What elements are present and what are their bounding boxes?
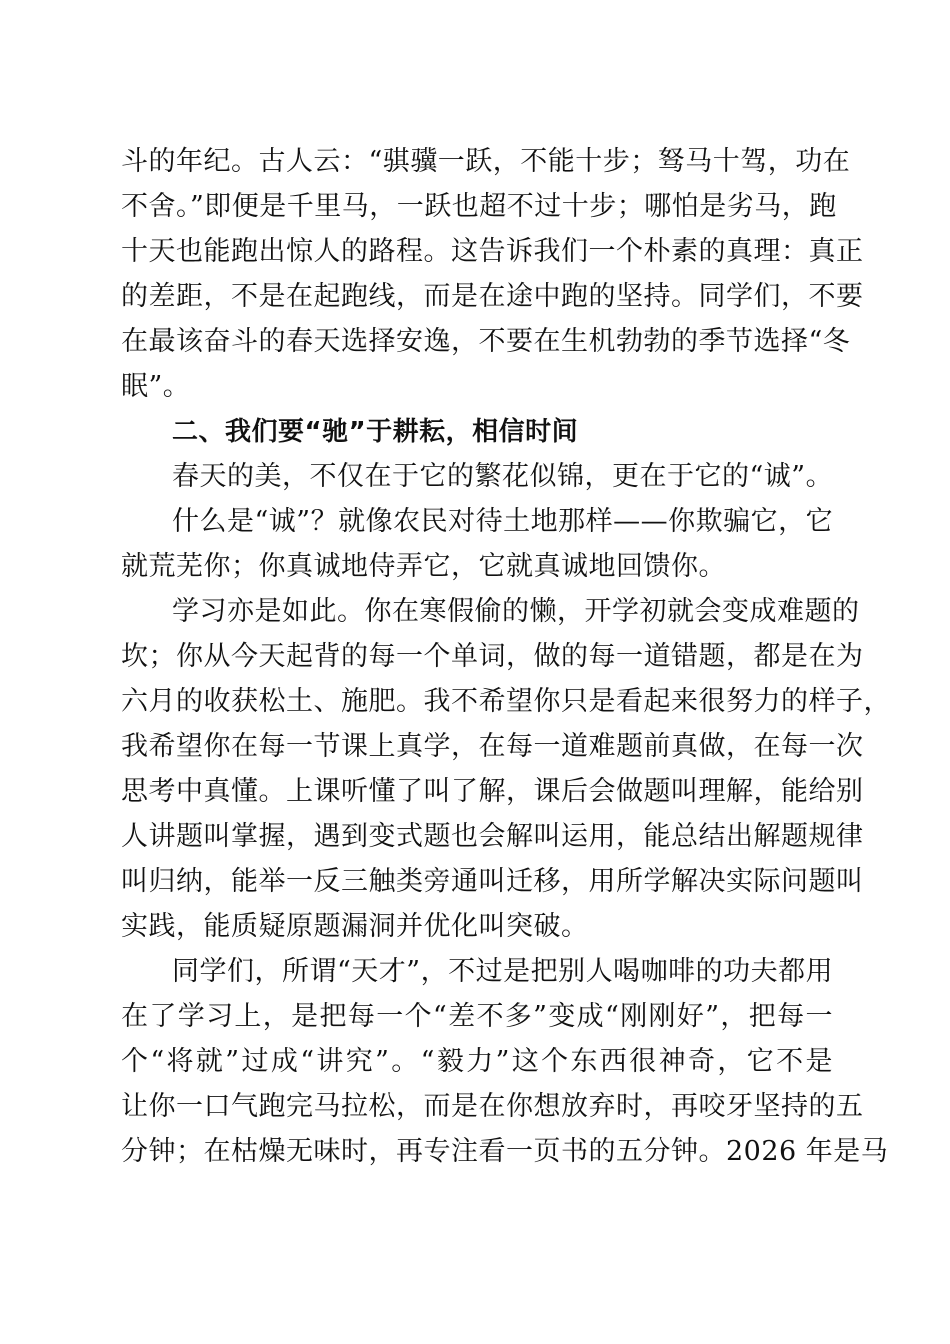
section-heading: 二、我们要“驰”于耕耘，相信时间 bbox=[172, 417, 579, 447]
text-line: 就荒芜你；你真诚地侍弄它，它就真诚地回馈你。 bbox=[121, 551, 726, 582]
text-line: 同学们，所谓“天才”，不过是把别人喝咖啡的功夫都用 bbox=[172, 956, 834, 987]
text-line: 眠”。 bbox=[121, 371, 191, 402]
text-line: 不舍。”即便是千里马，一跃也超不过十步；哪怕是劣马，跑 bbox=[121, 191, 837, 222]
text-line: 六月的收获松土、施肥。我不希望你只是看起来很努力的样子， bbox=[121, 686, 891, 717]
text-line: 什么是“诚”？就像农民对待土地那样——你欺骗它，它 bbox=[172, 506, 834, 537]
text-line: 思考中真懂。上课听懂了叫了解，课后会做题叫理解，能给别 bbox=[121, 776, 864, 807]
text-line: 在了学习上，是把每一个“差不多”变成“刚刚好”，把每一 bbox=[121, 1001, 833, 1032]
text-line: 坎；你从今天起背的每一个单词，做的每一道错题，都是在为 bbox=[121, 641, 864, 672]
text-line: 人讲题叫掌握，遇到变式题也会解叫运用，能总结出解题规律 bbox=[121, 821, 864, 852]
text-line: 叫归纳，能举一反三触类旁通叫迁移，用所学解决实际问题叫 bbox=[121, 866, 864, 897]
text-line: 春天的美，不仅在于它的繁花似锦，更在于它的“诚”。 bbox=[172, 461, 834, 492]
text-line: 我希望你在每一节课上真学，在每一道难题前真做，在每一次 bbox=[121, 731, 864, 762]
text-line: 学习亦是如此。你在寒假偷的懒，开学初就会变成难题的 bbox=[172, 596, 860, 627]
text-line: 在最该奋斗的春天选择安逸，不要在生机勃勃的季节选择“冬 bbox=[121, 326, 851, 357]
text-line: 让你一口气跑完马拉松，而是在你想放弃时，再咬牙坚持的五 bbox=[121, 1091, 864, 1122]
text-line: 斗的年纪。古人云：“骐骥一跃，不能十步；驽马十驾，功在 bbox=[121, 146, 851, 177]
text-line: 个“将就”过成“讲究”。“毅力”这个东西很神奇，它不是 bbox=[121, 1046, 833, 1077]
text-line: 十天也能跑出惊人的路程。这告诉我们一个朴素的真理：真正 bbox=[121, 236, 864, 267]
text-line: 分钟；在枯燥无味时，再专注看一页书的五分钟。2026 年是马 bbox=[121, 1136, 889, 1167]
text-line: 的差距，不是在起跑线，而是在途中跑的坚持。同学们，不要 bbox=[121, 281, 864, 312]
text-line: 实践，能质疑原题漏洞并优化叫突破。 bbox=[121, 911, 589, 942]
